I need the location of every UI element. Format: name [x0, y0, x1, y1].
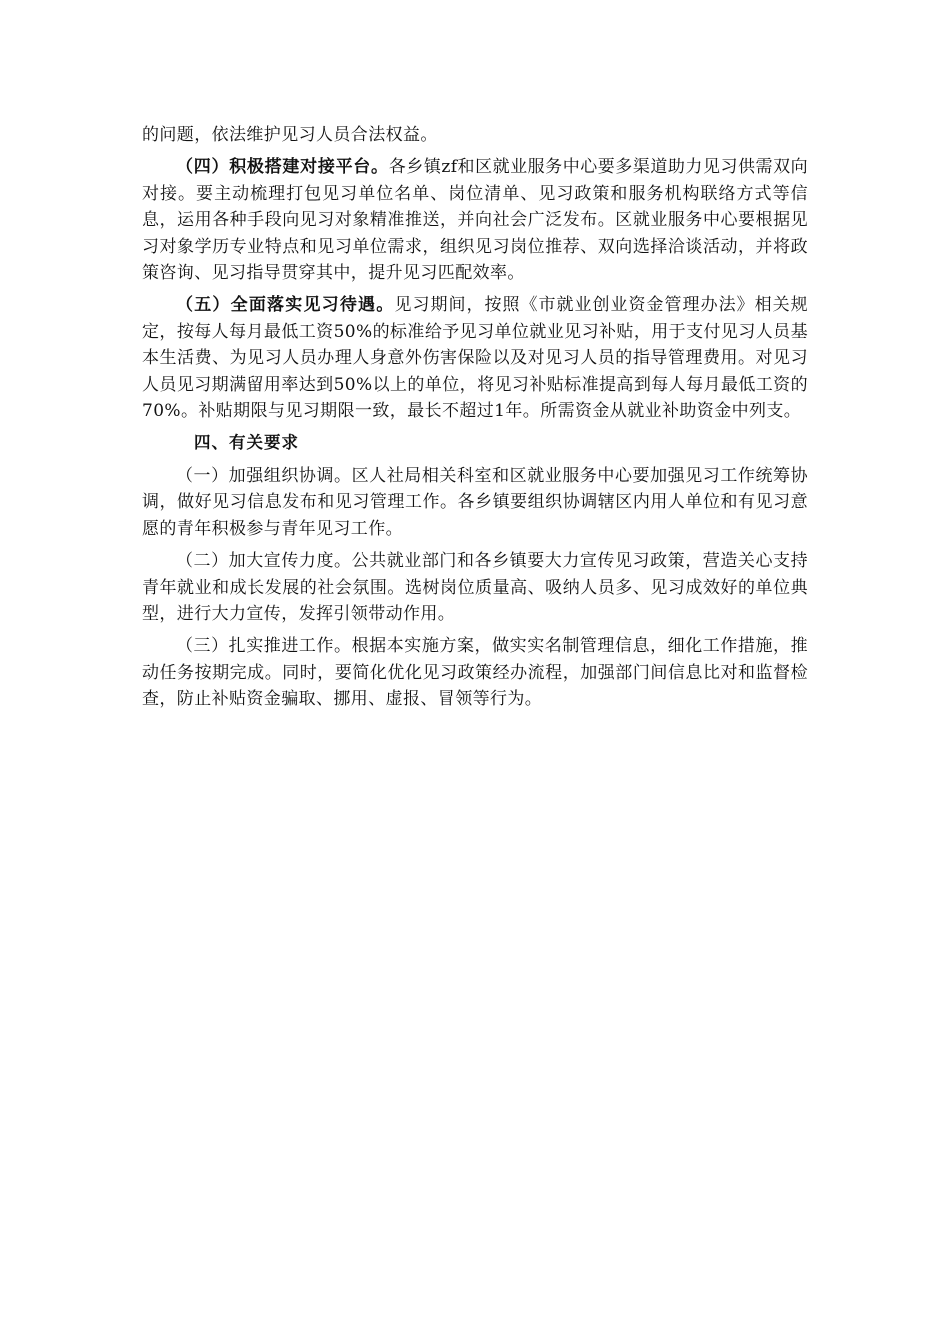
paragraph-body: 见习期间，按照《市就业创业资金管理办法》相关规定，按每人每月最低工资50%的标准给予见习单位就业见习补贴，用于支付见习人员基本生活费、为见习人员办理人身意外伤害保险以及对见习人员的指导管理费用。对见习人员见习期满留用率达到50%以上的单位，将见习补贴标准提高到每人每月最低工资的70%。补贴期限与见习期限一致，最长不超过1年。所需资金从就业补助资金中列支。: [142, 295, 808, 422]
requirement-coordination: （一）加强组织协调。区人社局相关科室和区就业服务中心要加强见习工作统筹协调，做好见习信息发布和见习管理工作。各乡镇要组织协调辖区内用人单位和有见习意愿的青年积极参与青年见习工作。: [142, 465, 808, 539]
continuation-paragraph: 的问题，依法维护见习人员合法权益。: [142, 125, 438, 145]
paragraph-build-platform: [142, 154, 808, 286]
document-body: [142, 122, 808, 719]
paragraph-body: 各乡镇zf和区就业服务中心要多渠道助力见习供需双向对接。要主动梳理打包见习单位名单、岗位清单、见习政策和服务机构联络方式等信息，运用各种手段向见习对象精准推送，并向社会广泛发布。区就业服务中心要根据见习对象学历专业特点和见习单位需求，组织见习岗位推荐、双向选择洽谈活动，并将政策咨询、见习指导贯穿其中，提升见习匹配效率。: [142, 157, 809, 284]
requirement-implementation: （三）扎实推进工作。根据本实施方案，做实实名制管理信息，细化工作措施，推动任务按期完成。同时，要简化优化见习政策经办流程，加强部门间信息比对和监督检查，防止补贴资金骗取、挪用、虚报、冒领等行为。: [142, 636, 808, 710]
paragraph-heading: （五）全面落实见习待遇。: [176, 295, 395, 316]
paragraph-heading: （四）积极搭建对接平台。: [176, 157, 389, 178]
requirement-publicity: （二）加大宣传力度。公共就业部门和各乡镇要大力宣传见习政策，营造关心支持青年就业和成长发展的社会氛围。选树岗位质量高、吸纳人员多、见习成效好的单位典型，进行大力宣传，发挥引领带动作用。: [142, 551, 808, 624]
section-title: 四、有关要求: [194, 433, 299, 453]
paragraph-internship-benefits: [142, 292, 808, 424]
